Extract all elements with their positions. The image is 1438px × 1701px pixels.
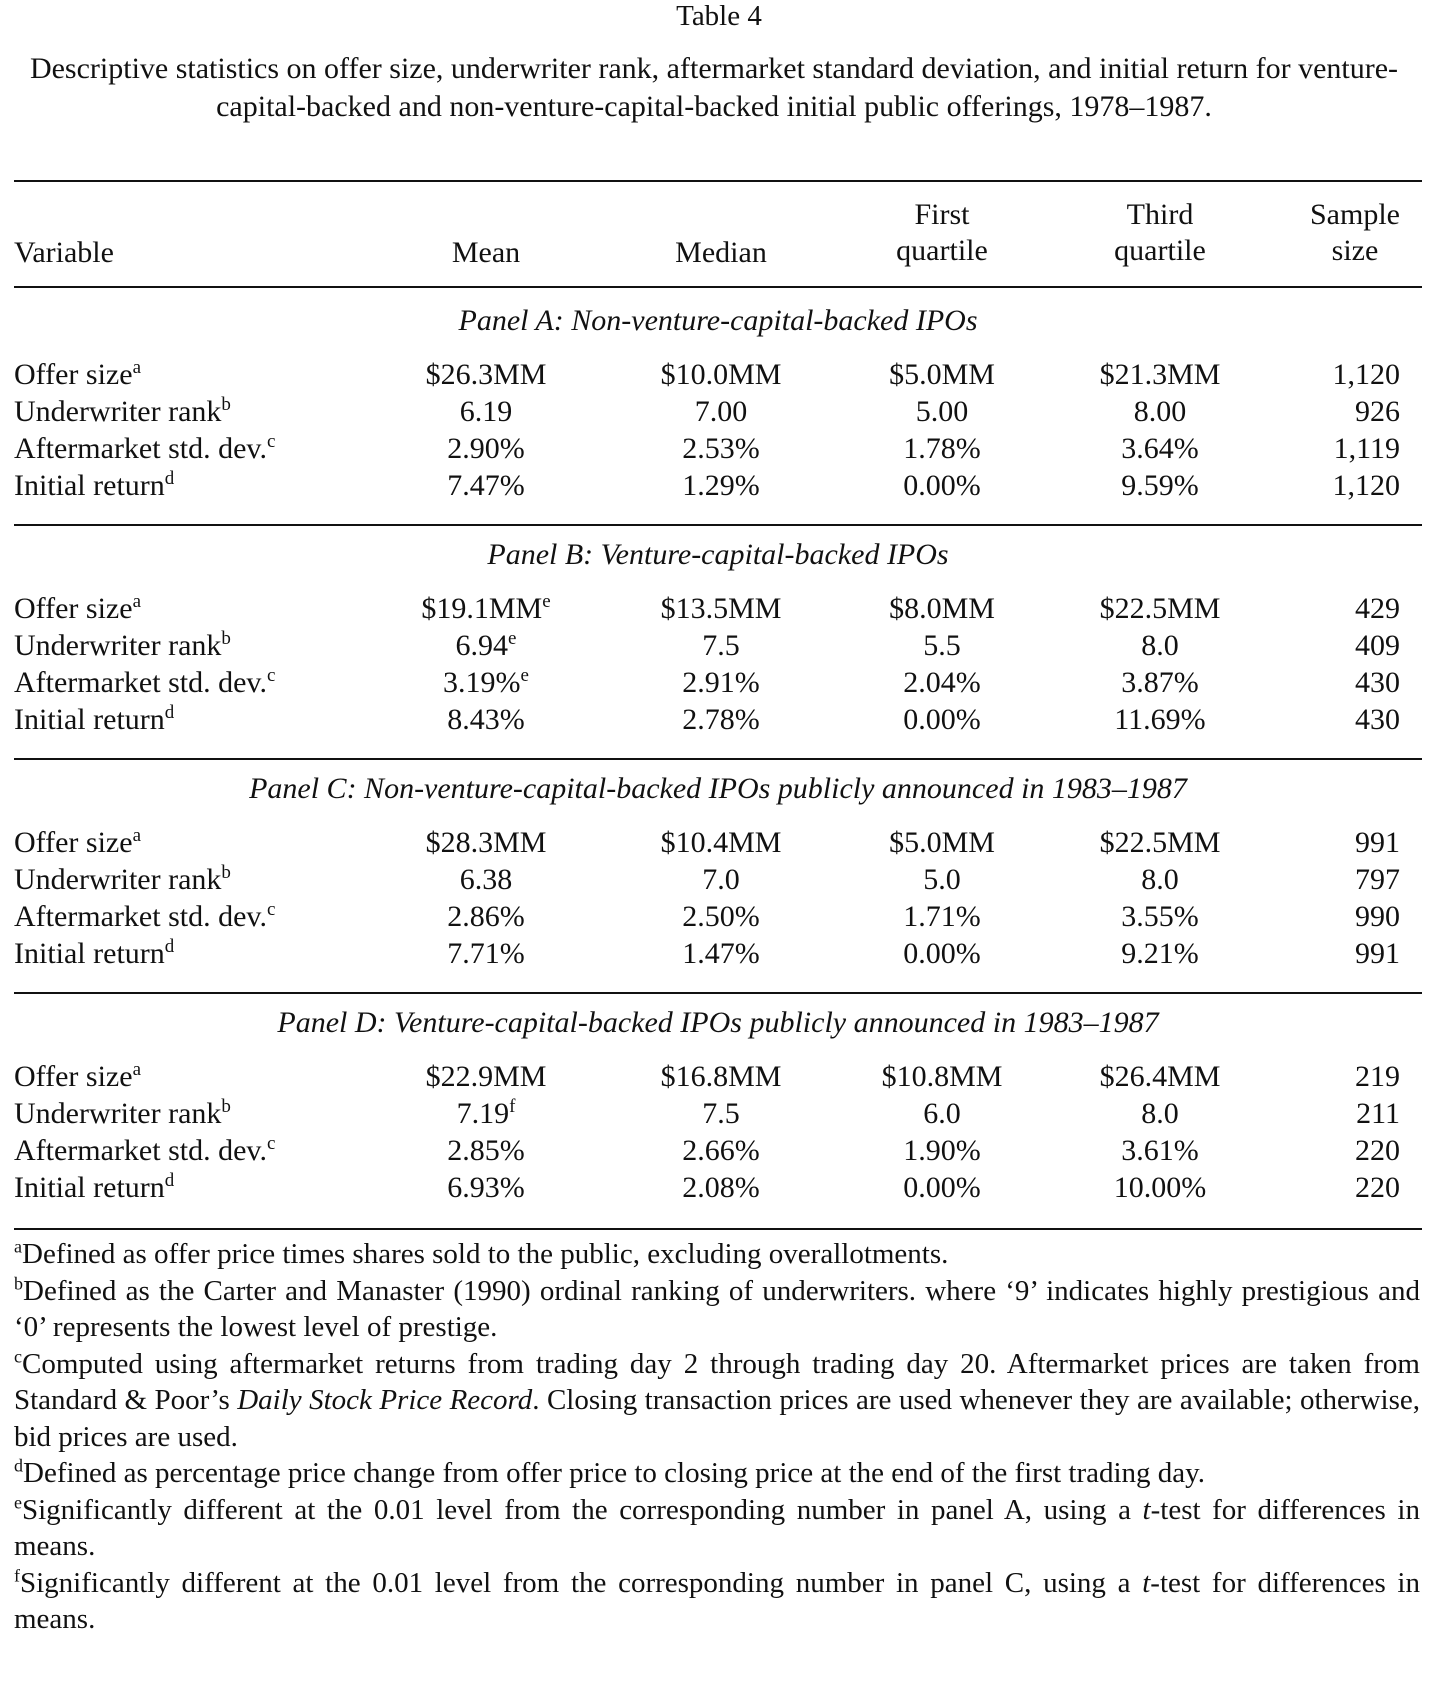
- first-quartile-cell: 6.0: [923, 1097, 961, 1130]
- variable-cell: Initial return$^d$: [14, 468, 175, 502]
- sample-size-cell: 1,120: [1332, 469, 1400, 502]
- mean-cell: 6.94e: [455, 628, 517, 662]
- footnote-mark: b: [14, 1272, 23, 1293]
- variable-cell: Initial return$^d$: [14, 1170, 175, 1204]
- mean-cell: 7.19$^f$: [456, 1096, 516, 1130]
- median-cell: 2.08%: [682, 1171, 760, 1204]
- table-row: [0, 898, 1438, 935]
- footnote-mark: d: [164, 702, 175, 723]
- header-median: Median: [675, 236, 767, 269]
- median-cell: 7.00: [694, 395, 748, 428]
- mean-cell: $22.9MM: [425, 1060, 547, 1093]
- footnote-mark: a: [132, 1059, 141, 1080]
- panel-rule: [14, 758, 1422, 760]
- table-row: [0, 430, 1438, 467]
- first-quartile-cell: $8.0MM: [889, 592, 995, 625]
- mean-cell: 7.47%: [447, 469, 525, 502]
- footnote-mark: d: [14, 1455, 23, 1476]
- footnote-mark: c: [266, 665, 276, 686]
- header-first-quartile-line1: First: [914, 198, 970, 231]
- variable-cell: Aftermarket std. dev.$^c$: [14, 1133, 276, 1167]
- first-quartile-cell: 0.00%: [903, 703, 981, 736]
- footnote-mark: a: [132, 357, 141, 378]
- table-row: [0, 861, 1438, 898]
- table-row: [0, 627, 1438, 664]
- third-quartile-cell: 8.0: [1141, 1097, 1179, 1130]
- t-variable: t: [1142, 1566, 1151, 1599]
- footnote-mark: b: [221, 394, 231, 415]
- footnote-mark: e: [508, 628, 517, 649]
- sample-size-cell: 430: [1355, 703, 1400, 736]
- footnote-mark: c: [266, 431, 276, 452]
- table-row: [0, 824, 1438, 861]
- median-cell: $13.5MM: [660, 592, 782, 625]
- variable-cell: Initial return$^d$: [14, 936, 175, 970]
- median-cell: 2.91%: [682, 666, 760, 699]
- sample-size-cell: 220: [1355, 1134, 1400, 1167]
- third-quartile-cell: 3.64%: [1121, 432, 1199, 465]
- panel-rule: [14, 524, 1422, 526]
- table-row: [0, 467, 1438, 504]
- footnote-mark: b: [221, 862, 231, 883]
- table-row: [0, 1095, 1438, 1132]
- panel-d-title: Panel D: Venture-capital-backed IPOs publicly announced in 1983–1987: [277, 1006, 1159, 1039]
- table-label: Table 4: [676, 0, 762, 32]
- variable-cell: Underwriter rank$^b$: [14, 1096, 231, 1130]
- median-cell: 1.47%: [682, 937, 760, 970]
- first-quartile-cell: 1.78%: [903, 432, 981, 465]
- median-cell: $10.0MM: [660, 358, 782, 391]
- footnote-mark: c: [266, 899, 276, 920]
- mean-cell: $19.1MMe: [421, 591, 551, 625]
- third-quartile-cell: $22.5MM: [1099, 592, 1221, 625]
- sample-size-cell: 926: [1355, 395, 1400, 428]
- variable-cell: Offer size$^a$: [14, 1059, 141, 1093]
- third-quartile-cell: 9.21%: [1121, 937, 1199, 970]
- variable-cell: Offer size$^a$: [14, 357, 141, 391]
- footnote-b: $^b$Defined as the Carter and Manaster (1990) ordinal ranking of underwriters. where ‘9’ indicates highly prestigious and ‘0’ represents the lowest level of prestige.: [14, 1272, 1420, 1343]
- first-quartile-cell: 5.00: [915, 395, 969, 428]
- footnote-mark: a: [14, 1236, 22, 1257]
- third-quartile-cell: 8.00: [1133, 395, 1187, 428]
- third-quartile-cell: 8.0: [1141, 863, 1179, 896]
- median-cell: $16.8MM: [660, 1060, 782, 1093]
- header-sample-size-line1: Sample: [1310, 198, 1400, 231]
- first-quartile-cell: 1.71%: [903, 900, 981, 933]
- mean-cell: 6.19: [459, 395, 513, 428]
- sample-size-cell: 1,120: [1332, 358, 1400, 391]
- table-row: [0, 590, 1438, 627]
- third-quartile-cell: 8.0: [1141, 629, 1179, 662]
- median-cell: 1.29%: [682, 469, 760, 502]
- sample-size-cell: 430: [1355, 666, 1400, 699]
- footnote-mark: c: [266, 1133, 276, 1154]
- header-sample-size: [1290, 197, 1420, 269]
- top-rule: [14, 180, 1422, 182]
- mean-cell: 8.43%: [447, 703, 525, 736]
- bottom-rule: [14, 1228, 1422, 1230]
- first-quartile-cell: 0.00%: [903, 1171, 981, 1204]
- table-row: [0, 1058, 1438, 1095]
- first-quartile-cell: $5.0MM: [889, 358, 995, 391]
- third-quartile-cell: $22.5MM: [1099, 826, 1221, 859]
- variable-cell: Offer size$^a$: [14, 591, 141, 625]
- footnote-f: $^f$Significantly different at the 0.01 level from the corresponding number in panel C, using a t-test for differences in means.: [14, 1564, 1420, 1635]
- variable-cell: Underwriter rank$^b$: [14, 862, 231, 896]
- footnote-mark: d: [164, 936, 175, 957]
- mean-cell: 7.71%: [447, 937, 525, 970]
- sample-size-cell: 1,119: [1333, 432, 1400, 465]
- header-third-quartile-line2: quartile: [1114, 234, 1206, 267]
- footnote-mark: a: [132, 591, 141, 612]
- footnote-mark: f: [14, 1564, 20, 1585]
- median-cell: 7.5: [702, 629, 740, 662]
- first-quartile-cell: 1.90%: [903, 1134, 981, 1167]
- mean-cell: 2.90%: [447, 432, 525, 465]
- panel-a-title: Panel A: Non-venture-capital-backed IPOs: [458, 304, 978, 337]
- table-row: [0, 664, 1438, 701]
- table-row: [0, 935, 1438, 972]
- footnote-mark: e: [520, 665, 529, 686]
- first-quartile-cell: 0.00%: [903, 469, 981, 502]
- variable-cell: Offer size$^a$: [14, 825, 141, 859]
- variable-cell: Aftermarket std. dev.$^c$: [14, 665, 276, 699]
- footnote-e: $^e$Significantly different at the 0.01 level from the corresponding number in panel A, using a t-test for differences in means.: [14, 1491, 1420, 1562]
- footnote-mark: b: [221, 628, 231, 649]
- header-first-quartile-line2: quartile: [896, 234, 988, 267]
- footnote-mark: d: [164, 468, 175, 489]
- footnote-mark: e: [542, 591, 551, 612]
- footnote-mark: a: [132, 825, 141, 846]
- first-quartile-cell: $5.0MM: [889, 826, 995, 859]
- sample-size-cell: 409: [1355, 629, 1400, 662]
- variable-cell: Initial return$^d$: [14, 702, 175, 736]
- footnote-c: $^c$Computed using aftermarket returns from trading day 2 through trading day 20. Aftermarket prices are taken from Standard & Poor’s Daily Stock Price Record. Closing transaction prices are used whenever they are available; otherwise, bid prices are used.: [14, 1345, 1420, 1453]
- header-first-quartile: [852, 197, 1032, 269]
- footnote-a: $^a$Defined as offer price times shares sold to the public, excluding overallotments.: [14, 1236, 949, 1270]
- median-cell: 7.0: [702, 863, 740, 896]
- header-mean: Mean: [451, 236, 521, 269]
- mean-cell: 2.86%: [447, 900, 525, 933]
- third-quartile-cell: 11.69%: [1114, 703, 1206, 736]
- footnote-mark: d: [164, 1170, 175, 1191]
- mean-cell: 6.93%: [447, 1171, 525, 1204]
- table-row: [0, 1132, 1438, 1169]
- variable-cell: Aftermarket std. dev.$^c$: [14, 431, 276, 465]
- mean-cell: 3.19%$^e$: [443, 665, 529, 699]
- median-cell: 7.5: [702, 1097, 740, 1130]
- third-quartile-cell: 9.59%: [1121, 469, 1199, 502]
- header-rule: [14, 286, 1422, 288]
- sample-size-cell: 797: [1355, 863, 1400, 896]
- mean-cell: $26.3MM: [425, 358, 547, 391]
- median-cell: 2.78%: [682, 703, 760, 736]
- table-row: [0, 393, 1438, 430]
- sample-size-cell: 219: [1355, 1060, 1400, 1093]
- footnote-mark: b: [221, 1096, 231, 1117]
- median-cell: $10.4MM: [660, 826, 782, 859]
- sample-size-cell: 991: [1355, 937, 1400, 970]
- footnote-mark: e: [14, 1491, 22, 1512]
- first-quartile-cell: 0.00%: [903, 937, 981, 970]
- footnote-d: $^d$Defined as percentage price change from offer price to closing price at the end of the first trading day.: [14, 1455, 1206, 1489]
- third-quartile-cell: $26.4MM: [1099, 1060, 1221, 1093]
- footnote-mark: c: [14, 1345, 22, 1366]
- table-row: [0, 701, 1438, 738]
- first-quartile-cell: 2.04%: [903, 666, 981, 699]
- mean-cell: 6.38: [459, 863, 513, 896]
- table-row: [0, 1169, 1438, 1206]
- third-quartile-cell: 3.61%: [1121, 1134, 1199, 1167]
- sample-size-cell: 991: [1355, 826, 1400, 859]
- source-title: Daily Stock Price Record: [237, 1384, 533, 1416]
- sample-size-cell: 990: [1355, 900, 1400, 933]
- header-variable: Variable: [14, 236, 114, 269]
- panel-rule: [14, 992, 1422, 994]
- sample-size-cell: 220: [1355, 1171, 1400, 1204]
- mean-cell: $28.3MM: [425, 826, 547, 859]
- mean-cell: 2.85%: [447, 1134, 525, 1167]
- third-quartile-cell: 3.87%: [1121, 666, 1199, 699]
- table-row: [0, 356, 1438, 393]
- third-quartile-cell: 10.00%: [1113, 1171, 1207, 1204]
- panel-b-title: Panel B: Venture-capital-backed IPOs: [487, 538, 949, 571]
- variable-cell: Underwriter rank$^b$: [14, 628, 231, 662]
- third-quartile-cell: $21.3MM: [1099, 358, 1221, 391]
- median-cell: 2.66%: [682, 1134, 760, 1167]
- footnote-mark: f: [509, 1096, 516, 1117]
- table-caption: Descriptive statistics on offer size, underwriter rank, aftermarket standard deviation, and initial return for venture-capital-backed and non-venture-capital-backed initial public offerings, 1978–1987.: [29, 52, 1399, 123]
- median-cell: 2.50%: [682, 900, 760, 933]
- first-quartile-cell: $10.8MM: [881, 1060, 1003, 1093]
- median-cell: 2.53%: [682, 432, 760, 465]
- t-variable: t: [1142, 1493, 1151, 1526]
- variable-cell: Aftermarket std. dev.$^c$: [14, 899, 276, 933]
- variable-cell: Underwriter rank$^b$: [14, 394, 231, 428]
- footnotes: [14, 1236, 1420, 1638]
- header-third-quartile: [1070, 197, 1250, 269]
- sample-size-cell: 429: [1355, 592, 1400, 625]
- header-third-quartile-line1: Third: [1126, 198, 1194, 231]
- first-quartile-cell: 5.5: [923, 629, 961, 662]
- panel-c-title: Panel C: Non-venture-capital-backed IPOs publicly announced in 1983–1987: [249, 772, 1187, 805]
- sample-size-cell: 211: [1356, 1097, 1400, 1130]
- third-quartile-cell: 3.55%: [1121, 900, 1199, 933]
- first-quartile-cell: 5.0: [923, 863, 961, 896]
- header-sample-size-line2: size: [1331, 234, 1379, 267]
